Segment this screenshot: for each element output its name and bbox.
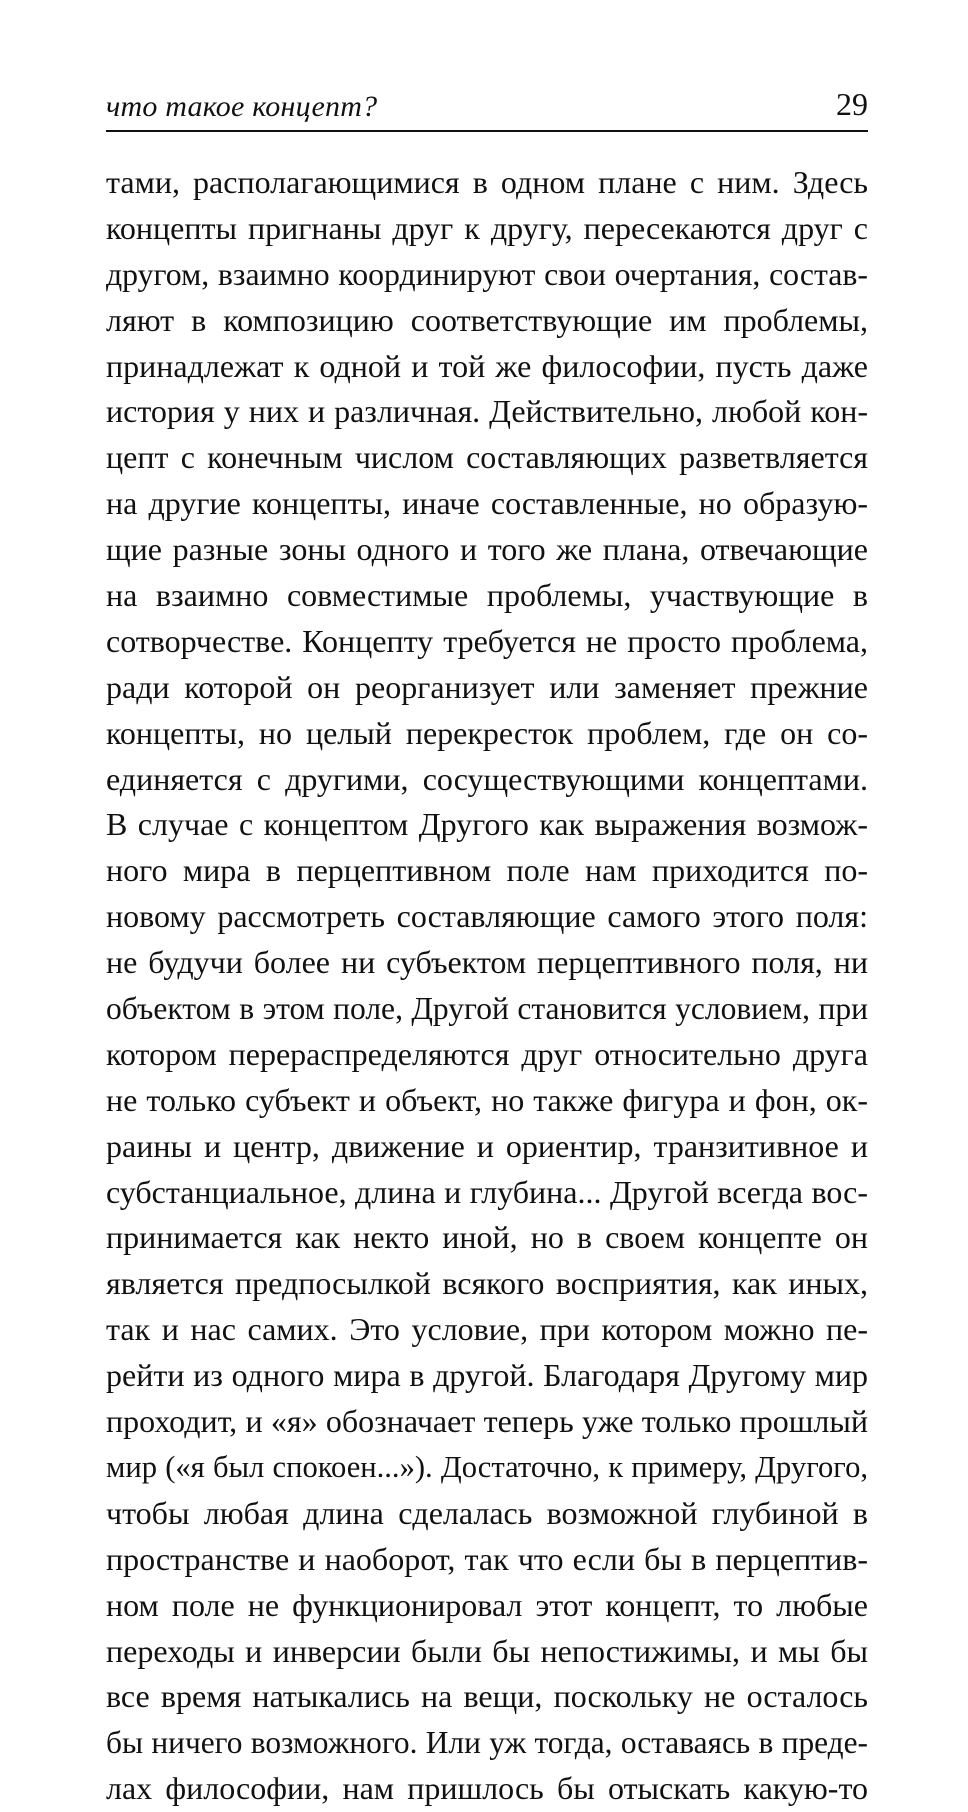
text-line: ради которой он реорганизует или заменяет прежние (106, 668, 868, 705)
text-line: на взаимно совместимые проблемы, участвующие в (106, 577, 868, 614)
text-line: переходы и инверсии были бы непостижимы, и мы бы (106, 1632, 868, 1669)
text-line: история у них и различная. Действительно, любой кон- (106, 393, 868, 430)
text-line: субстанциальное, длина и глубина... Другой всегда вос- (106, 1173, 868, 1210)
text-line: принимается как некто иной, но в своем концепте он (106, 1219, 868, 1256)
text-line: цепт с конечным числом составляющих разветвляется (106, 439, 868, 476)
page-number: 29 (836, 86, 868, 122)
text-line: пространстве и наоборот, так что если бы в перцептив- (106, 1540, 868, 1577)
running-title: что такое концепт? (106, 90, 378, 123)
text-line: единяется с другими, сосуществующими концептами. (106, 760, 868, 797)
text-line: все время натыкались на вещи, поскольку не осталось (106, 1678, 868, 1715)
text-line: не только субъект и объект, но также фигура и фон, ок- (106, 1081, 868, 1118)
text-line: лах философии, нам пришлось бы отыскать какую-то (106, 1770, 868, 1807)
text-line: другом, взаимно координируют свои очертания, состав- (106, 256, 868, 292)
text-line: мир («я был спокоен...»). Достаточно, к примеру, Другого, (106, 1449, 868, 1484)
text-line: бы ничего возможного. Или уж тогда, оставаясь в преде- (106, 1725, 868, 1761)
text-line: ном поле не функционировал этот концепт, то любые (106, 1586, 868, 1623)
text-line: объектом в этом поле, Другой становится условием, при (106, 991, 868, 1027)
text-line: рейти из одного мира в другой. Благодаря Другому мир (106, 1357, 868, 1394)
text-line: так и нас самих. Это условие, при котором можно пе- (106, 1311, 868, 1348)
text-line: проходит, и «я» обозначает теперь уже только прошлый (106, 1403, 868, 1440)
text-line: не будучи более ни субъектом перцептивного поля, ни (106, 944, 868, 981)
text-line: концепты пригнаны друг к другу, пересекаются друг с (106, 209, 868, 246)
text-line: новому рассмотреть составляющие самого этого поля: (106, 898, 868, 935)
text-line: является предпосылкой всякого восприятия, как иных, (106, 1265, 868, 1302)
text-line: на другие концепты, иначе составленные, но образую- (106, 485, 868, 522)
text-line: раины и центр, движение и ориентир, транзитивное и (106, 1127, 868, 1164)
text-line: ного мира в перцептивном поле нам приходится по- (106, 852, 868, 889)
text-line: В случае с концептом Другого как выражения возмож- (106, 806, 868, 843)
text-line: сотворчестве. Концепту требуется не просто проблема, (106, 622, 868, 659)
text-line: щие разные зоны одного и того же плана, отвечающие (106, 531, 868, 568)
running-head (106, 80, 868, 130)
text-line: котором перераспределяются друг относительно друга (106, 1035, 868, 1072)
text-line: принадлежат к одной и той же философии, пусть даже (106, 347, 868, 384)
text-line: тами, располагающимися в одном плане с ним. Здесь (106, 164, 868, 200)
text-line: чтобы любая длина сделалась возможной глубиной в (106, 1494, 868, 1531)
header-rule (106, 130, 868, 132)
body-text (106, 160, 868, 1812)
text-line: концепты, но целый перекресток проблем, где он со- (106, 714, 868, 751)
text-line: ляют в композицию соответствующие им проблемы, (106, 301, 868, 338)
